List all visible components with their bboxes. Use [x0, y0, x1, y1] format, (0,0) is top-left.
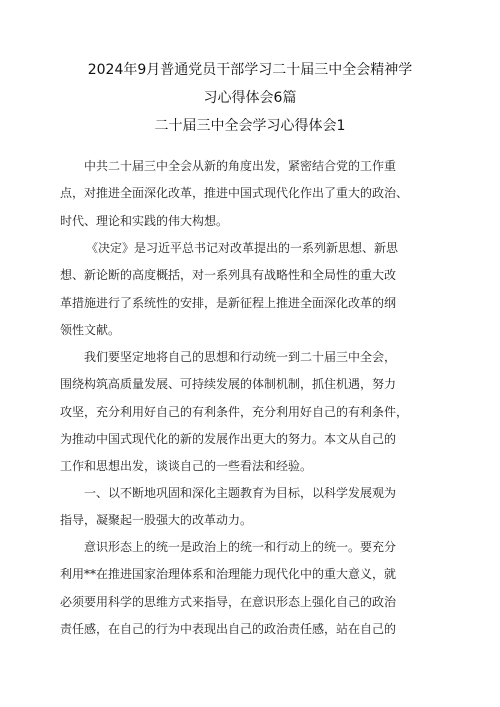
paragraph-1 [60, 153, 440, 235]
text-line: 一、以不断地巩固和深化主题教育为目标，以科学发展观为 [84, 486, 397, 500]
paragraph-4 [60, 480, 440, 535]
section-subtitle: 二十届三中全会学习心得体会1 [154, 118, 346, 134]
text-line: 我们要坚定地将自己的思想和行动统一到二十届三中全会， [84, 350, 397, 364]
text-line: 指导，凝聚起一股强大的改革动力。 [60, 513, 253, 528]
text-line: 点，对推进全面深化改革，推进中国式现代化作出了重大的政治、 [60, 186, 409, 201]
text-line: 时代、理论和实践的伟大构想。 [60, 213, 229, 228]
document-title-line-1: 2024年9月普通党员干部学习二十届三中全会精神学 [87, 62, 413, 78]
text-line: 领性文献。 [60, 322, 121, 337]
text-line: 必须要用科学的思维方式来指导，在意识形态上强化自己的政治 [60, 594, 397, 609]
paragraph-2 [60, 235, 440, 344]
text-line: 工作和思想出发，谈谈自己的一些看法和经验。 [60, 459, 313, 474]
text-line: 中共二十届三中全会从新的角度出发，紧密结合党的工作重 [84, 159, 397, 173]
text-line: 意识形态上的统一是政治上的统一和行动上的统一。要充分 [84, 540, 397, 554]
text-line: 攻坚，充分利用好自己的有利条件，充分利用好自己的有利条件， [60, 404, 409, 419]
text-line: 责任感，在自己的行为中表现出自己的政治责任感，站在自己的 [60, 621, 397, 636]
text-line: 革措施进行了系统性的安排，是新征程上推进全面深化改革的纲 [60, 295, 397, 310]
text-line: 利用**在推进国家治理体系和治理能力现代化中的重大意义，就 [60, 567, 397, 582]
text-line: 《决定》是习近平总书记对改革提出的一系列新思想、新思 [86, 241, 399, 255]
paragraph-3 [60, 344, 440, 480]
document-title-line-2: 习心得体会6篇 [203, 90, 297, 106]
text-line: 围绕构筑高质量发展、可持续发展的体制机制，抓住机遇，努力 [60, 377, 397, 392]
text-line: 为推动中国式现代化的新的发展作出更大的努力。本文从自己的 [60, 431, 397, 446]
text-line: 想、新论断的高度概括，对一系列具有战略性和全局性的重大改 [60, 268, 397, 283]
paragraph-5 [60, 534, 440, 643]
